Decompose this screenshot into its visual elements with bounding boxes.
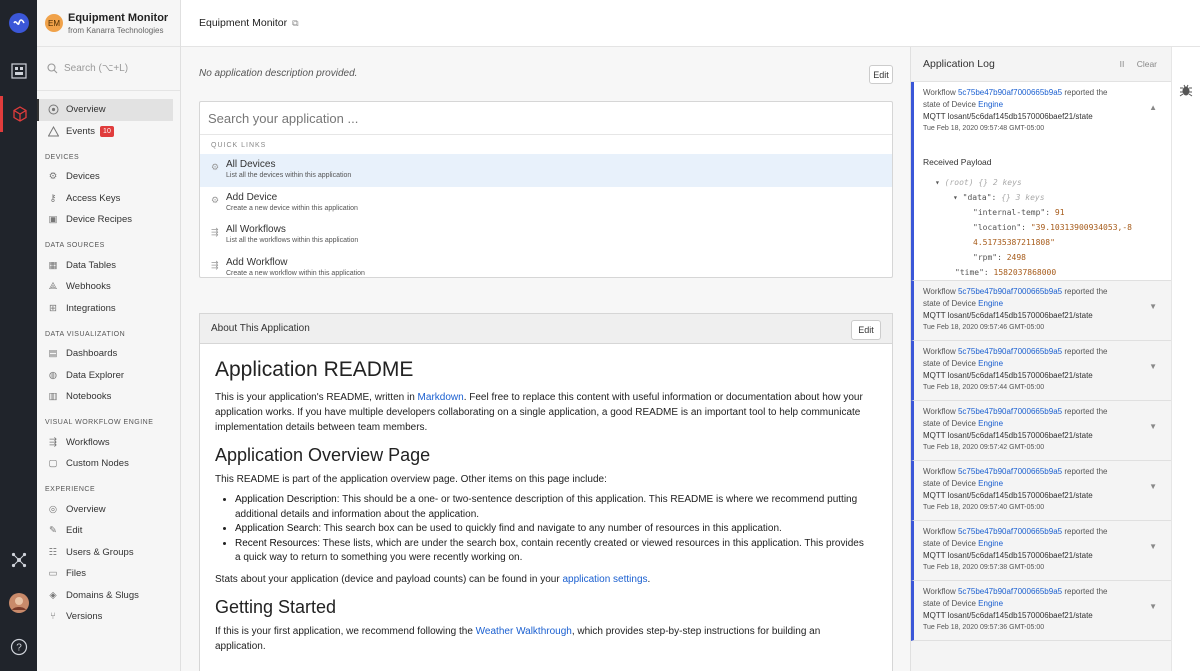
log-topic: MQTT losant/5c6daf145db1570006baef21/state (923, 491, 1093, 500)
overview-icon: ◎ (48, 503, 58, 515)
log-entry-line (923, 346, 1171, 358)
sidebar-item-workflows[interactable] (37, 432, 180, 454)
help-icon[interactable] (0, 629, 37, 665)
svg-text:?: ? (15, 642, 22, 654)
sidebar-item-events[interactable] (37, 121, 180, 143)
payload-value: "39.10313900934053,-8 (1030, 223, 1132, 232)
sidebar-item-label: Integrations (66, 302, 116, 314)
log-text: reported the (1064, 467, 1108, 476)
section-heading-data-sources: DATA SOURCES (45, 242, 105, 249)
payload-title: Received Payload (923, 157, 992, 167)
sidebar-search-placeholder: Search (⌥+L) (64, 63, 129, 74)
log-entry-line (923, 538, 1171, 550)
sidebar-item-data-tables[interactable] (37, 255, 180, 277)
log-entry-line (923, 586, 1171, 598)
sidebar-item-overview[interactable] (37, 99, 173, 121)
readme-intro (215, 390, 870, 435)
log-text: reported the (1064, 88, 1108, 97)
clear-button[interactable]: Clear (1136, 59, 1157, 69)
quick-link-all-devices[interactable] (200, 154, 892, 187)
log-text: Workflow (923, 287, 956, 296)
integrations-hub-icon[interactable] (0, 542, 37, 578)
application-header[interactable] (37, 0, 180, 47)
application-sidebar (37, 0, 181, 671)
bug-icon[interactable] (1179, 83, 1193, 102)
log-entry-line (923, 286, 1171, 298)
list-term: Application Search (235, 523, 319, 534)
markdown-link[interactable]: Markdown (417, 392, 464, 403)
quick-link-title: All Devices (226, 159, 276, 170)
section-heading-data-visualization: DATA VISUALIZATION (45, 330, 126, 338)
readme-text: Stats about your application (device and payload counts) can be found in your (215, 573, 563, 585)
about-application-card (199, 313, 893, 671)
log-text: state of Device (923, 479, 976, 488)
overview-icon (47, 104, 59, 116)
payload-value: 1582037868000 (993, 268, 1057, 277)
sidebar-nav (37, 99, 180, 628)
quick-link-subtitle: Create a new workflow within this application (226, 269, 365, 277)
sidebar-item-edit[interactable] (37, 520, 180, 542)
log-entry[interactable] (911, 341, 1171, 401)
explorer-icon: ◍ (48, 369, 58, 381)
sidebar-item-label: Data Tables (66, 259, 116, 271)
notebook-icon: ▥ (48, 391, 58, 403)
log-text: state of Device (923, 359, 976, 368)
search-icon (47, 63, 58, 74)
payload-key: "rpm": (973, 253, 1002, 262)
device-link[interactable]: Engine (978, 479, 1004, 488)
log-entry-line (923, 466, 1171, 478)
sidebar-item-files[interactable] (37, 563, 180, 585)
log-timestamp: Tue Feb 18, 2020 09:57:46 GMT-05:00 (923, 324, 1045, 331)
edit-readme-button[interactable]: Edit (851, 320, 881, 340)
application-search-card (199, 101, 893, 278)
list-item (235, 537, 870, 566)
edit-icon: ✎ (49, 525, 57, 537)
readme-text: . (647, 573, 651, 585)
log-entry[interactable] (911, 581, 1171, 641)
workflow-icon: ⇶ (211, 259, 219, 270)
global-nav-rail (0, 0, 37, 671)
log-text: state of Device (923, 599, 976, 608)
dashboard-icon: ▤ (48, 348, 58, 360)
payload-row: ▾ "data": {} 3 keys (953, 193, 1045, 202)
log-entry-line (923, 478, 1171, 490)
log-entry-line (923, 406, 1171, 418)
pause-button[interactable]: II (1119, 59, 1125, 69)
readme-text: If this is your first application, we recommend following the (215, 625, 476, 637)
log-entry-line (923, 298, 1171, 310)
application-org: from Kanarra Technologies (68, 25, 164, 35)
payload-tree (923, 175, 1171, 280)
sidebar-item-label: Users & Groups (66, 546, 134, 558)
page-title: Equipment Monitor (199, 17, 288, 29)
workflow-link[interactable]: 5c75be47b90af7000665b9a5 (957, 88, 1063, 97)
sidebar-item-label: Workflows (66, 436, 110, 448)
section-heading-devices: DEVICES (45, 153, 80, 161)
payload-row: ▾ (root) {} 2 keys (935, 178, 1022, 187)
device-link[interactable]: Engine (978, 419, 1004, 428)
chevron-down-icon[interactable]: ▼ (1149, 422, 1157, 431)
log-text: Workflow (923, 527, 956, 536)
losant-logo-icon[interactable] (0, 5, 37, 41)
table-icon: ▦ (48, 259, 58, 271)
workflow-link[interactable]: 5c75be47b90af7000665b9a5 (957, 527, 1063, 536)
log-timestamp: Tue Feb 18, 2020 09:57:42 GMT-05:00 (923, 444, 1045, 451)
log-entry-line (923, 418, 1171, 430)
log-header (911, 47, 1171, 82)
readme-heading-getting-started: Getting Started (215, 596, 337, 617)
sidebar-item-devices[interactable] (37, 166, 180, 188)
payload-value: 2498 (1006, 253, 1026, 262)
log-entry[interactable] (911, 401, 1171, 461)
sidebar-item-label: Files (66, 568, 87, 580)
sidebar-item-access-keys[interactable] (37, 188, 180, 210)
payload-key: "time": (955, 268, 989, 277)
log-entry-line (923, 99, 1171, 111)
readme-list (235, 493, 870, 566)
log-title: Application Log (923, 58, 995, 70)
quick-link-add-device[interactable] (200, 187, 892, 220)
log-timestamp: Tue Feb 18, 2020 09:57:48 GMT-05:00 (923, 125, 1045, 132)
sidebar-item-custom-nodes[interactable] (37, 453, 180, 475)
log-entry-line (923, 358, 1171, 370)
log-timestamp: Tue Feb 18, 2020 09:57:36 GMT-05:00 (923, 624, 1045, 631)
log-text: Workflow (923, 587, 956, 596)
device-link[interactable]: Engine (978, 359, 1004, 368)
log-text: reported the (1064, 347, 1108, 356)
device-link[interactable]: Engine (978, 599, 1004, 608)
page-header (181, 0, 1200, 47)
application-settings-link[interactable]: application settings (562, 573, 648, 585)
quick-link-subtitle: Create a new device within this application (226, 204, 358, 212)
log-text: reported the (1064, 587, 1108, 596)
log-topic: MQTT losant/5c6daf145db1570006baef21/state (923, 112, 1093, 121)
payload-row (935, 235, 1171, 250)
application-avatar: EM (45, 14, 63, 32)
events-count-badge: 10 (100, 126, 114, 137)
recipe-icon: ▣ (48, 214, 58, 226)
sidebar-item-label: Custom Nodes (66, 458, 129, 470)
sidebar-item-dashboards[interactable] (37, 343, 180, 365)
quick-link-all-workflows[interactable] (200, 219, 892, 252)
application-cube-icon[interactable] (0, 96, 37, 132)
application-search-input[interactable]: Search your application ... (200, 102, 892, 135)
readme-text: This is your application's README, written in (215, 392, 418, 403)
readme-paragraph (215, 572, 870, 587)
payload-row (935, 250, 1171, 265)
log-entry[interactable] (911, 281, 1171, 341)
payload-key: "data": (962, 193, 997, 202)
sidebar-item-data-explorer[interactable] (37, 365, 180, 387)
device-link[interactable]: Engine (978, 299, 1004, 308)
log-controls (1120, 59, 1157, 69)
payload-row (935, 205, 1171, 220)
log-text: Workflow (923, 88, 956, 97)
readme-heading-overview: Application Overview Page (215, 445, 431, 465)
main-content (181, 47, 910, 671)
custom-node-icon: ▢ (48, 458, 58, 470)
sidebar-item-label: Devices (66, 171, 100, 183)
list-term: Application Description (235, 494, 337, 505)
readme-text: , which provides step-by-step instructions for building an application. (215, 625, 821, 652)
copy-icon[interactable]: ⧉ (292, 17, 299, 28)
warning-icon (47, 125, 59, 137)
sidebar-item-integrations[interactable] (37, 298, 180, 320)
payload-key: "internal-temp": (973, 208, 1051, 217)
sidebar-item-label: Dashboards (66, 348, 118, 360)
payload-key: (root) (944, 178, 974, 187)
user-avatar[interactable] (0, 585, 37, 621)
log-entry[interactable] (911, 461, 1171, 521)
domain-icon: ◈ (49, 589, 57, 601)
chevron-up-icon[interactable]: ▲ (1149, 103, 1157, 112)
quick-link-title: Add Device (226, 191, 278, 203)
sidebar-item-experience-overview[interactable] (37, 499, 180, 521)
log-timestamp: Tue Feb 18, 2020 09:57:44 GMT-05:00 (923, 384, 1045, 391)
sidebar-item-label: Access Keys (66, 192, 121, 204)
payload-row (935, 220, 1171, 235)
list-text: : This search box can be used to quickly find and navigate to any number of resources in this application. (318, 523, 782, 534)
webhook-icon: ⟁ (48, 281, 58, 293)
payload-key: "location": (973, 223, 1026, 232)
quick-link-subtitle: List all the devices within this application (226, 172, 352, 179)
sidebar-item-label: Device Recipes (66, 214, 132, 226)
readme-text: . Feel free to replace this content with useful information or documentation about how your application works. If you have multiple developers collaborating on a single application, a good README is an important tool to help communicate implementation details between team members. (215, 392, 863, 433)
weather-walkthrough-link[interactable]: Weather Walkthrough (475, 625, 572, 637)
chevron-down-icon[interactable]: ▼ (1149, 302, 1157, 311)
sidebar-search[interactable] (37, 47, 180, 91)
chevron-down-icon[interactable]: ▼ (1149, 542, 1157, 551)
log-text: state of Device (923, 419, 976, 428)
device-chip-icon: ⚙ (211, 194, 220, 205)
workflow-link[interactable]: 5c75be47b90af7000665b9a5 (957, 407, 1063, 416)
payload-row (935, 265, 1171, 280)
device-chip-icon: ⚙ (48, 171, 58, 183)
sidebar-item-label: Domains & Slugs (66, 589, 139, 601)
sidebar-item-versions[interactable] (37, 606, 180, 628)
workflow-link[interactable]: 5c75be47b90af7000665b9a5 (957, 587, 1063, 596)
log-topic: MQTT losant/5c6daf145db1570006baef21/state (923, 431, 1093, 440)
about-card-title: About This Application (211, 323, 310, 334)
workflow-link[interactable]: 5c75be47b90af7000665b9a5 (957, 347, 1063, 356)
application-name: Equipment Monitor (68, 11, 169, 24)
chevron-down-icon[interactable]: ▼ (1149, 602, 1157, 611)
readme-paragraph: This README is part of the application overview page. Other items on this page include: (215, 474, 607, 485)
device-link[interactable]: Engine (978, 539, 1004, 548)
dashboard-grid-icon[interactable] (0, 53, 37, 89)
application-log-panel (910, 47, 1171, 671)
list-term: Recent Resources (235, 537, 318, 549)
device-link[interactable]: Engine (978, 100, 1004, 109)
log-entry-line (923, 598, 1171, 610)
log-topic: MQTT losant/5c6daf145db1570006baef21/state (923, 551, 1093, 560)
log-text: Workflow (923, 407, 956, 416)
sidebar-item-label: Events (66, 125, 96, 137)
payload-value: 4.51735387211808" (973, 238, 1055, 247)
log-text: reported the (1064, 287, 1108, 296)
sidebar-item-device-recipes[interactable] (37, 209, 180, 231)
log-entry-line (923, 87, 1171, 99)
list-text: : This should be a one- or two-sentence description of this application. This README is where we recommend putting additional details and information about the application. (235, 494, 858, 520)
sidebar-item-label: Versions (66, 611, 103, 623)
sidebar-item-label: Overview (66, 104, 106, 116)
sidebar-item-webhooks[interactable] (37, 276, 180, 298)
readme-content (200, 344, 870, 654)
list-text: : These lists, which are under the search box, contain recently created or viewed resources in this application. This provides a quick way to return to something you were recently working on. (235, 537, 864, 563)
log-entry[interactable] (911, 82, 1171, 281)
sidebar-item-label: Webhooks (66, 281, 111, 293)
sidebar-item-users-groups[interactable] (37, 542, 180, 564)
quick-links-heading: QUICK LINKS (211, 142, 267, 149)
sidebar-item-notebooks[interactable] (37, 386, 180, 408)
log-timestamp: Tue Feb 18, 2020 09:57:40 GMT-05:00 (923, 504, 1045, 511)
quick-link-add-workflow[interactable] (200, 252, 892, 279)
about-card-header (200, 314, 892, 344)
chevron-down-icon[interactable]: ▼ (1149, 482, 1157, 491)
log-topic: MQTT losant/5c6daf145db1570006baef21/state (923, 371, 1093, 380)
list-item (235, 522, 870, 537)
log-text: state of Device (923, 539, 976, 548)
section-heading-visual-workflow-engine: VISUAL WORKFLOW ENGINE (45, 419, 154, 426)
log-topic: MQTT losant/5c6daf145db1570006baef21/state (923, 311, 1093, 320)
sidebar-item-label: Edit (66, 525, 83, 537)
folder-icon: ▭ (48, 568, 58, 580)
list-item (235, 493, 870, 522)
payload-meta: {} 2 keys (978, 178, 1022, 187)
workflow-link[interactable]: 5c75be47b90af7000665b9a5 (957, 287, 1063, 296)
log-topic: MQTT losant/5c6daf145db1570006baef21/state (923, 611, 1093, 620)
log-text: reported the (1064, 407, 1108, 416)
readme-paragraph (215, 624, 870, 654)
workflow-link[interactable]: 5c75be47b90af7000665b9a5 (957, 467, 1063, 476)
payload-value: 91 (1054, 208, 1065, 217)
branch-icon: ⑂ (50, 611, 56, 623)
application-description: No application description provided. (199, 68, 358, 79)
log-entry[interactable] (911, 521, 1171, 581)
quick-link-title: Add Workflow (226, 256, 288, 268)
log-text: Workflow (923, 347, 956, 356)
log-text: Workflow (923, 467, 956, 476)
section-heading-experience: EXPERIENCE (45, 486, 96, 493)
key-icon: ⚷ (49, 192, 57, 204)
payload-meta: {} 3 keys (1001, 193, 1045, 202)
device-chip-icon: ⚙ (211, 162, 220, 172)
readme-title: Application README (215, 358, 414, 381)
sidebar-item-label: Overview (66, 503, 106, 515)
quick-link-subtitle: List all the workflows within this application (226, 237, 359, 244)
users-icon: ☷ (48, 546, 58, 558)
log-text: state of Device (923, 100, 976, 109)
settings-rail (1171, 47, 1200, 671)
chevron-down-icon[interactable]: ▼ (1149, 362, 1157, 371)
workflow-icon: ⇶ (49, 436, 57, 448)
log-entries (911, 82, 1171, 641)
log-text: reported the (1064, 527, 1108, 536)
sidebar-item-label: Data Explorer (66, 369, 125, 381)
sidebar-item-label: Notebooks (66, 391, 112, 403)
log-entry-line (923, 526, 1171, 538)
log-timestamp: Tue Feb 18, 2020 09:57:38 GMT-05:00 (923, 564, 1045, 571)
log-text: state of Device (923, 299, 976, 308)
quick-link-title: All Workflows (226, 224, 286, 235)
integration-icon: ⊞ (49, 302, 57, 314)
sidebar-item-domains-slugs[interactable] (37, 585, 180, 607)
edit-description-button[interactable]: Edit (869, 65, 893, 84)
workflow-icon: ⇶ (211, 227, 219, 237)
